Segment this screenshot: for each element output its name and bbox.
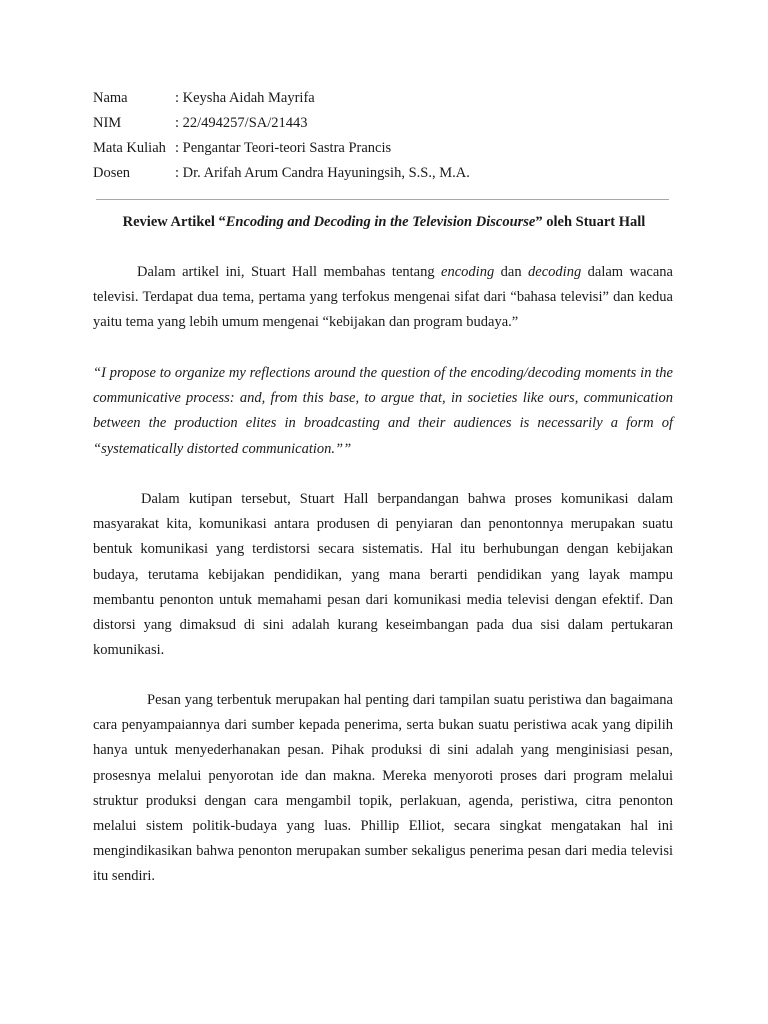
paragraph-text: Dalam artikel ini, Stuart Hall membahas tentang bbox=[137, 264, 442, 280]
paragraph-analysis bbox=[93, 487, 673, 663]
info-label: Dosen bbox=[93, 165, 131, 181]
title-prefix: Review Artikel “ bbox=[122, 214, 226, 230]
horizontal-divider bbox=[96, 199, 669, 200]
info-row-nim bbox=[93, 111, 470, 136]
paragraph-intro bbox=[93, 260, 673, 336]
paragraph-message bbox=[93, 688, 673, 890]
review-title bbox=[60, 212, 708, 232]
term-encoding: encoding bbox=[441, 264, 495, 280]
term-decoding: decoding bbox=[528, 264, 582, 280]
info-row-dosen bbox=[93, 161, 470, 186]
paragraph-text: Dalam kutipan tersebut, Stuart Hall berpandangan bahwa proses komunikasi dalam masyarakat kita, komunikasi antara produsen di penyiaran dan penontonnya merupakan suatu bentuk komunikasi yang terdistorsi secara sistematis. Hal itu berhubungan dengan kebijakan budaya, terutama kebijakan pendidikan, yang mana berarti pendidikan yang layak mampu membantu penonton untuk memahami pesan dari komunikasi media televisi dengan efektif. Dan distorsi yang dimaksud di sini adalah kurang keseimbangan pada dua sisi dalam pertukaran komunikasi. bbox=[93, 491, 673, 659]
title-article-name: Encoding and Decoding in the Television Discourse bbox=[225, 214, 536, 230]
paragraph-text: dan bbox=[494, 264, 529, 280]
info-row-nama bbox=[93, 86, 470, 111]
paragraph-text: Pesan yang terbentuk merupakan hal penting dari tampilan suatu peristiwa dan bagaimana cara penyampaiannya dari sumber kepada penerima, serta bukan suatu peristiwa acak yang dipilih hanya untuk menyederhanakan pesan. Pihak produksi di sini adalah yang menginisiasi pesan, prosesnya melalui penyorotan ide dan makna. Mereka menyoroti proses dari program melalui struktur produksi dengan cara mengambil topik, perlakuan, agenda, peristiwa, citra penonton melalui sistem politik-budaya yang luas. Phillip Elliot, secara singkat mengatakan hal ini mengindikasikan bahwa penonton merupakan sumber sekaligus penerima pesan dari media televisi itu sendiri. bbox=[93, 692, 673, 885]
title-suffix: ” oleh Stuart Hall bbox=[535, 214, 646, 230]
info-label: Mata Kuliah bbox=[93, 140, 166, 156]
info-value: : 22/494257/SA/21443 bbox=[175, 115, 308, 131]
info-value: : Keysha Aidah Mayrifa bbox=[175, 90, 315, 106]
info-row-mata-kuliah bbox=[93, 136, 470, 161]
paragraph-text: dalam wacana televisi. Terdapat dua tema, pertama yang terfokus mengenai sifat dari “bahasa televisi” dan kedua yaitu tema yang lebih umum mengenai “kebijakan dan program budaya.” bbox=[93, 264, 673, 331]
info-value: : Pengantar Teori-teori Sastra Prancis bbox=[175, 140, 392, 156]
info-label: NIM bbox=[93, 115, 122, 131]
student-info-block bbox=[93, 86, 470, 186]
info-value: : Dr. Arifah Arum Candra Hayuningsih, S.S., M.A. bbox=[175, 165, 470, 181]
block-quote: “I propose to organize my reflections around the question of the encoding/decoding moments in the communicative process: and, from this base, to argue that, in societies like ours, communication between the production elites in broadcasting and their audiences is necessarily a form of “systematically distorted communication.”” bbox=[93, 365, 673, 457]
info-label: Nama bbox=[93, 90, 128, 106]
